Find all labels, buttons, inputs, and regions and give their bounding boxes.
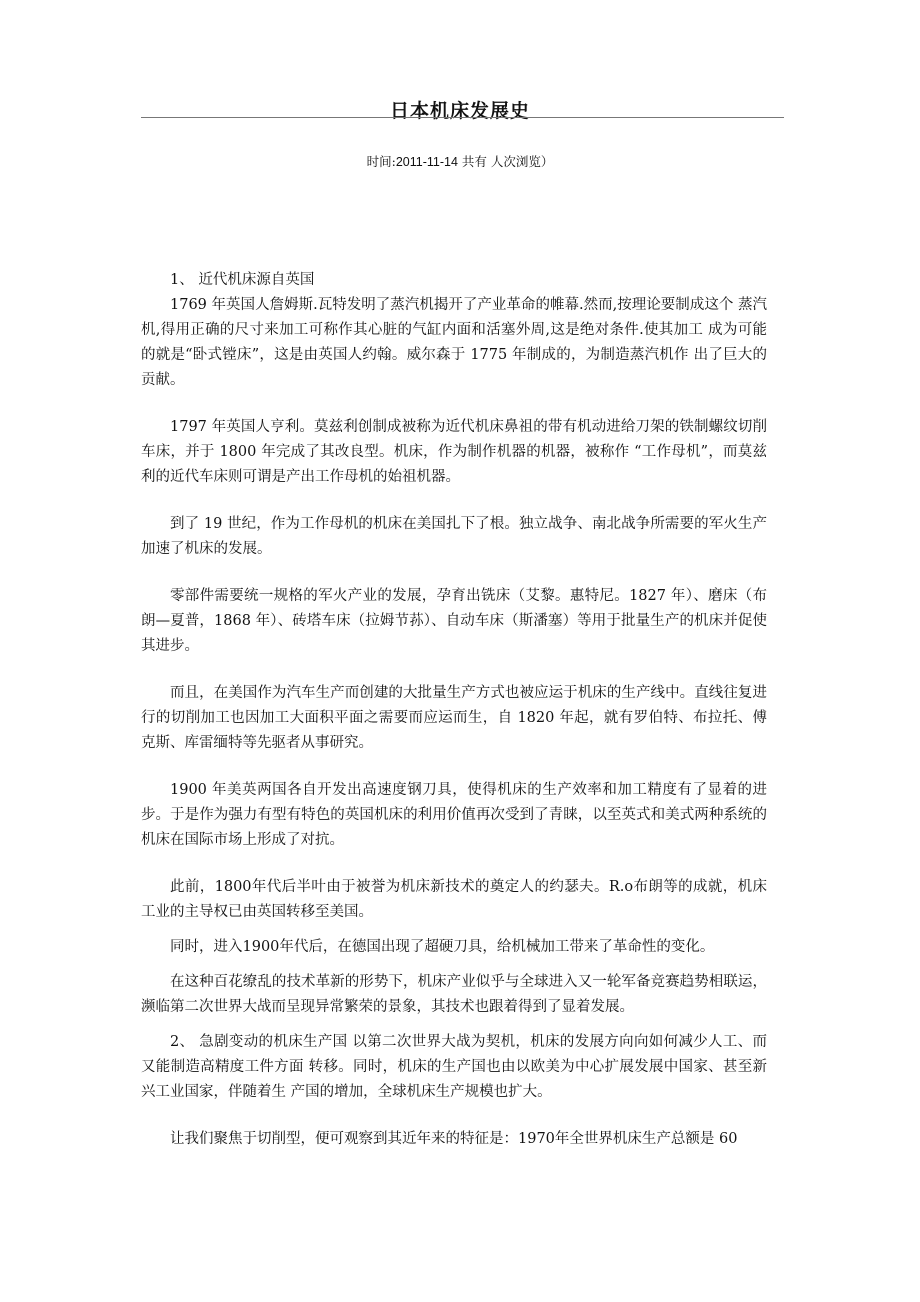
document-title: 日本机床发展史 (389, 100, 530, 122)
meta-date: 2011-11-14 (395, 155, 458, 169)
paragraph: 1900 年美英两国各自开发出高速度钢刀具，使得机床的生产效率和加工精度有了显着的进步。于是作为强力有型有特色的英国机床的利用价值再次受到了青睐，以至英式和美式两种系统的机床在国际市场上形成了对抗。 (141, 782, 767, 848)
meta-suffix: 共有 人次浏览） (457, 154, 554, 169)
meta-prefix: 时间: (366, 154, 396, 169)
paragraph: 在这种百花缭乱的技术革新的形势下，机床产业似乎与全球进入又一轮军备竞赛趋势相联运，濒临第二次世界大战而呈现异常繁荣的景象，其技术也跟着得到了显着发展。 (141, 974, 767, 1015)
section-heading: 2、 急剧变动的机床生产国 以第二次世界大战为契机，机床的发展方向向如何减少人工、而又能制造高精度工件方面 转移。同时，机床的生产国也由以欧美为中心扩展发展中国家、甚至新兴工业国家，伴随着生 产国的增加，全球机床生产规模也扩大。 (141, 1034, 767, 1100)
document-meta (0, 152, 920, 170)
paragraph: 而且，在美国作为汽车生产而创建的大批量生产方式也被应运于机床的生产线中。直线往复进行的切削加工也因加工大面积平面之需要而应运而生，自 1820 年起，就有罗伯特、布拉托、傅克斯、库雷缅特等先驱者从事研究。 (141, 685, 767, 751)
paragraph: 零部件需要统一规格的军火产业的发展，孕育出铣床（艾黎。惠特尼。1827 年）、磨床（布朗—夏普，1868 年）、砖塔车床（拉姆节荪）、自动车床（斯潘塞）等用于批量生产的机床并促使其进步。 (141, 588, 767, 654)
paragraph: 1797 年英国人亨利。莫兹利创制成被称为近代机床鼻祖的带有机动进给刀架的铁制螺纹切削车床，并于 1800 年完成了其改良型。机床，作为制作机器的机器，被称作 “工作母机”，而莫兹利的近代车床则可谓是产出工作母机的始祖机器。 (141, 419, 767, 485)
paragraph: 同时，进入1900年代后，在德国出现了超硬刀具，给机械加工带来了革命性的变化。 (170, 939, 715, 955)
paragraph: 让我们聚焦于切削型，便可观察到其近年来的特征是：1970年全世界机床生产总额是 60 (170, 1131, 738, 1147)
title-divider (141, 117, 784, 118)
paragraph: 1769 年英国人詹姆斯.瓦特发明了蒸汽机揭开了产业革命的帷幕.然而,按理论要制成这个 蒸汽机,得用正确的尺寸来加工可称作其心脏的气缸内面和活塞外周,这是绝对条件.使其加工 成为可能的就是“卧式镗床”，这是由英国人约翰。威尔森于 1775 年制成的，为制造蒸汽机作 出了巨大的贡献。 (141, 297, 767, 388)
document-body (141, 268, 767, 1152)
paragraph: 此前，1800年代后半叶由于被誉为机床新技术的奠定人的约瑟夫。R.o布朗等的成就，机床工业的主导权已由英国转移至美国。 (141, 879, 767, 920)
section-heading: 1、 近代机床源自英国 (170, 272, 315, 288)
paragraph: 到了 19 世纪，作为工作母机的机床在美国扎下了根。独立战争、南北战争所需要的军火生产加速了机床的发展。 (141, 516, 767, 557)
